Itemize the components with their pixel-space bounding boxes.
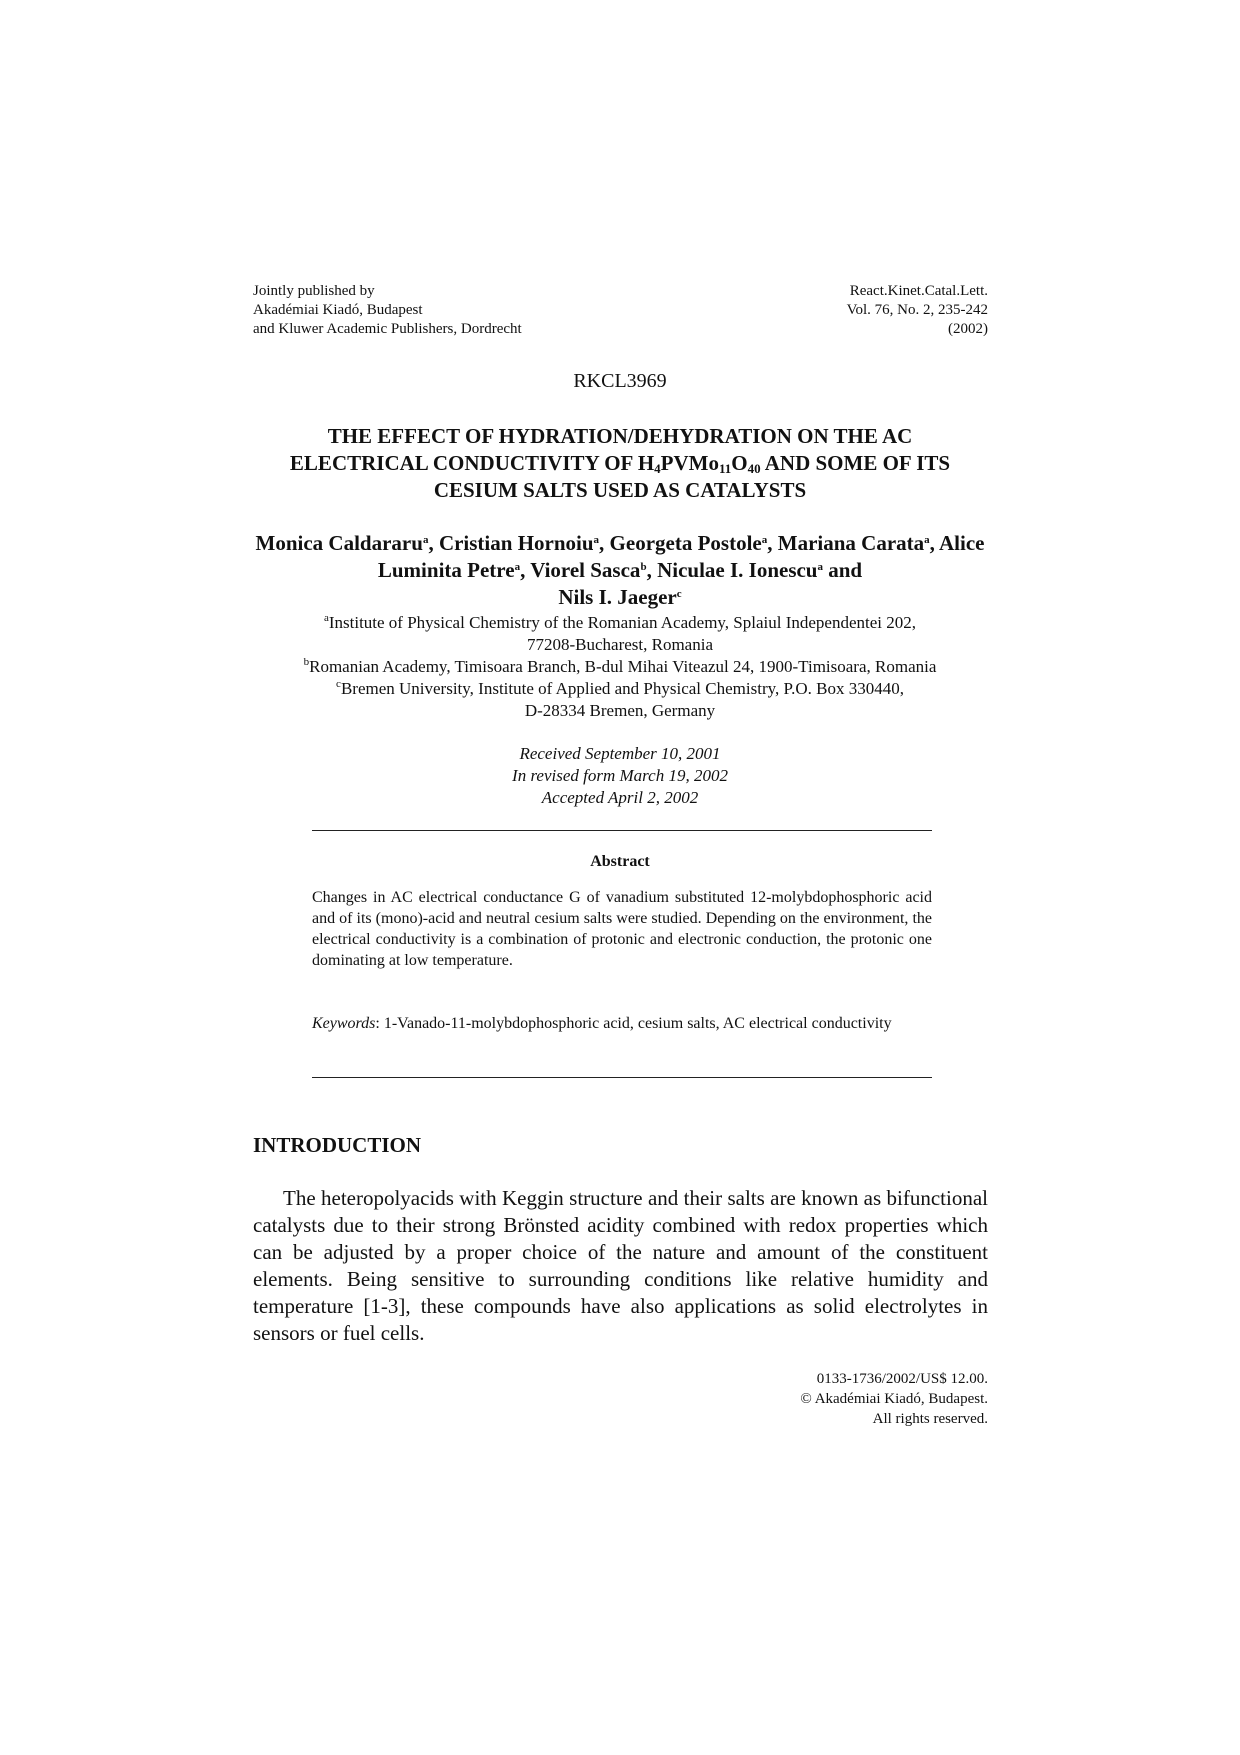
title-line-2: ELECTRICAL CONDUCTIVITY OF $H_4PVMo_{11}O_{40}$ AND SOME OF ITS — [289, 451, 951, 476]
introduction-text: The heteropolyacids with Keggin structure and their salts are known as bifunctional catalysts due to their strong Brönsted acidity combined with redox properties which can be adjusted by a proper choice of the nature and amount of the constituent elements. Being sensitive to surrounding conditions like relative humidity and temperature [1-3], these compounds have also applications as solid electrolytes in sensors or fuel cells. — [253, 1186, 988, 1345]
publisher-line: and Kluwer Academic Publishers, Dordrecht — [253, 321, 522, 337]
affiliations — [200, 612, 1040, 722]
affiliation-a-cont: 77208-Bucharest, Romania — [526, 635, 713, 654]
rights-line: All rights reserved. — [872, 1411, 988, 1427]
abstract-heading: Abstract — [590, 853, 650, 870]
abstract-top-rule — [312, 830, 932, 831]
affiliation-c-cont: D-28334 Bremen, Germany — [524, 701, 716, 720]
affiliation-a: $^a$Institute of Physical Chemistry of the Romanian Academy, Splaiul Independentei 202, — [323, 612, 917, 632]
keywords-label: Keywords — [312, 1015, 376, 1032]
author: Georgeta Postole$^a$, — [609, 531, 778, 555]
title-line-3: CESIUM SALTS USED AS CATALYSTS — [433, 478, 807, 502]
journal-name: React.Kinet.Catal.Lett. — [849, 283, 988, 299]
keywords — [312, 1013, 932, 1034]
author: Mariana Carata$^a$, — [777, 531, 939, 555]
author: Niculae I. Ionescu$^a$ and — [657, 558, 863, 582]
journal-info — [847, 282, 988, 339]
abstract-text: Changes in AC electrical conductance G of vanadium substituted 12-molybdophosphoric acid and of its (mono)-acid and neutral cesium salts were studied. Depending on the environment, the electrical conductivity is a combination of protonic and electronic conduction, the protonic one dominating at low temperature. — [312, 889, 932, 969]
copyright-line: © Akadémiai Kiadó, Budapest. — [800, 1391, 988, 1407]
title-line-1: THE EFFECT OF HYDRATION/DEHYDRATION ON THE AC — [327, 424, 913, 448]
publisher-line: Jointly published by — [253, 283, 375, 299]
keywords-text: : 1-Vanado-11-molybdophosphoric acid, cesium salts, AC electrical conductivity — [375, 1015, 892, 1032]
author: Cristian Hornoiu$^a$, — [438, 531, 610, 555]
copyright-footer — [800, 1369, 988, 1429]
author: Monica Caldararu$^a$, — [255, 531, 439, 555]
journal-volume: Vol. 76, No. 2, 235-242 — [846, 302, 988, 318]
publisher-line: Akadémiai Kiadó, Budapest — [253, 302, 423, 318]
article-dates — [0, 743, 1240, 809]
affiliation-c: $^c$Bremen University, Institute of Applied and Physical Chemistry, P.O. Box 330440, — [336, 678, 904, 698]
introduction-heading: INTRODUCTION — [253, 1133, 422, 1157]
issn-line: 0133-1736/2002/US$ 12.00. — [816, 1371, 988, 1387]
author: Nils I. Jaeger$^c$ — [558, 585, 682, 609]
author: Viorel Sasca$^b$, — [530, 558, 658, 582]
journal-year: (2002) — [948, 321, 988, 337]
abstract-bottom-rule — [312, 1077, 932, 1078]
accepted-date: Accepted April 2, 2002 — [541, 788, 699, 807]
affiliation-b: $^b$Romanian Academy, Timisoara Branch, B-dul Mihai Viteazul 24, 1900-Timisoara, Romania — [303, 656, 937, 676]
publisher-info — [253, 282, 522, 339]
paper-title — [200, 423, 1040, 504]
article-code: RKCL3969 — [573, 370, 667, 392]
revised-date: In revised form March 19, 2002 — [512, 766, 728, 785]
received-date: Received September 10, 2001 — [519, 744, 721, 763]
author: Alice Luminita Petre$^a$, — [377, 531, 985, 582]
author-list — [230, 530, 1010, 611]
